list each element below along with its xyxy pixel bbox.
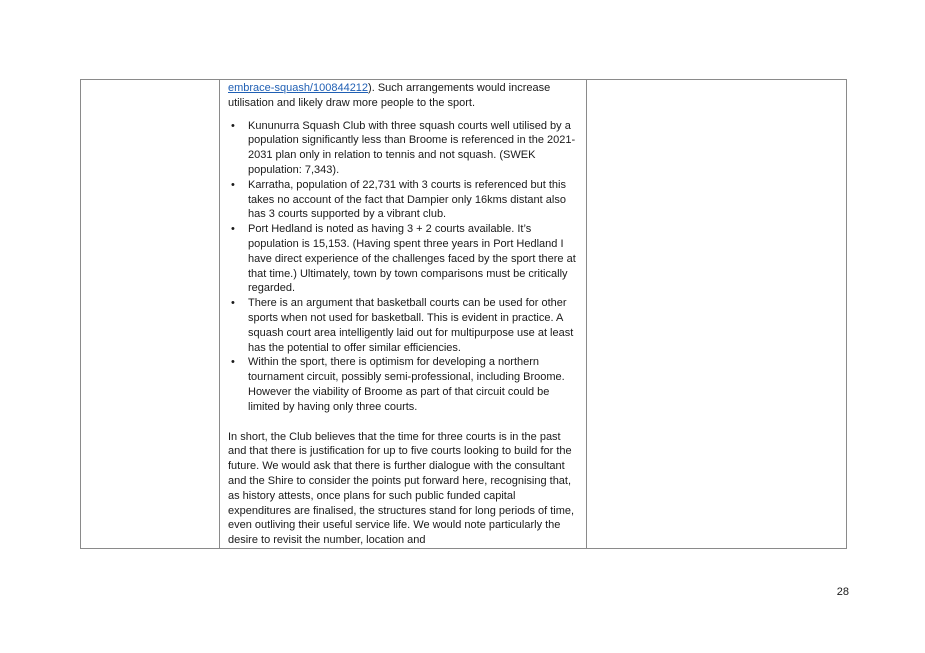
bullet-list <box>228 119 576 415</box>
list-item <box>228 119 576 178</box>
table-column-right <box>587 80 846 548</box>
list-item <box>228 178 576 222</box>
list-item <box>228 222 576 296</box>
list-item-text: There is an argument that basketball courts can be used for other sports when not used for basketball. This is evident in practice. A squash court area intelligently laid out for multipurpose use at least has the potential to offer similar efficiencies. <box>248 297 574 354</box>
bullet-icon: • <box>231 356 235 369</box>
list-item-text: Kununurra Squash Club with three squash courts well utilised by a population significantly less than Broome is referenced in the 2021-2031 plan only in relation to tennis and not squash. (SWEK population: 7,343). <box>248 119 576 176</box>
list-item-text: Karratha, population of 22,731 with 3 courts is referenced but this takes no account of the fact that Dampier only 16kms distant also has 3 courts supported by a vibrant club. <box>248 178 566 221</box>
list-item <box>228 355 576 414</box>
article-link[interactable]: embrace-squash/100844212 <box>228 82 369 94</box>
table-column-content <box>220 80 587 548</box>
bullet-icon: • <box>231 297 235 310</box>
intro-text: ). Such arrangements would increase utilisation and likely draw more people to the sport. <box>228 82 551 109</box>
list-item-text: Port Hedland is noted as having 3 + 2 courts available. It’s population is 15,153. (Having spent three years in Port Hedland I have direct experience of the challenges faced by the sport there at that time.) Ultimately, town by town comparisons must be critically regarded. <box>248 223 576 295</box>
document-table <box>80 79 847 549</box>
list-item-text: Within the sport, there is optimism for developing a northern tournament circuit, possibly semi-professional, including Broome. However the viability of Broome as part of that circuit could be limited by having only three courts. <box>248 356 565 413</box>
page-number: 28 <box>836 586 849 598</box>
bullet-icon: • <box>231 119 235 132</box>
summary-paragraph: In short, the Club believes that the time for three courts is in the past and that there is justification for up to five courts looking to build for the future. We would ask that there is further dialogue with the consultant and the Shire to consider the points put forward here, recognising that, as history attests, once plans for such public funded capital expenditures are finalised, the structures stand for long periods of time, even outliving their useful service life. We would note particularly the desire to revisit the number, location and <box>228 430 575 547</box>
list-item <box>228 296 576 355</box>
intro-paragraph <box>228 81 576 111</box>
bullet-icon: • <box>231 223 235 236</box>
bullet-icon: • <box>231 178 235 191</box>
table-column-left <box>81 80 220 548</box>
